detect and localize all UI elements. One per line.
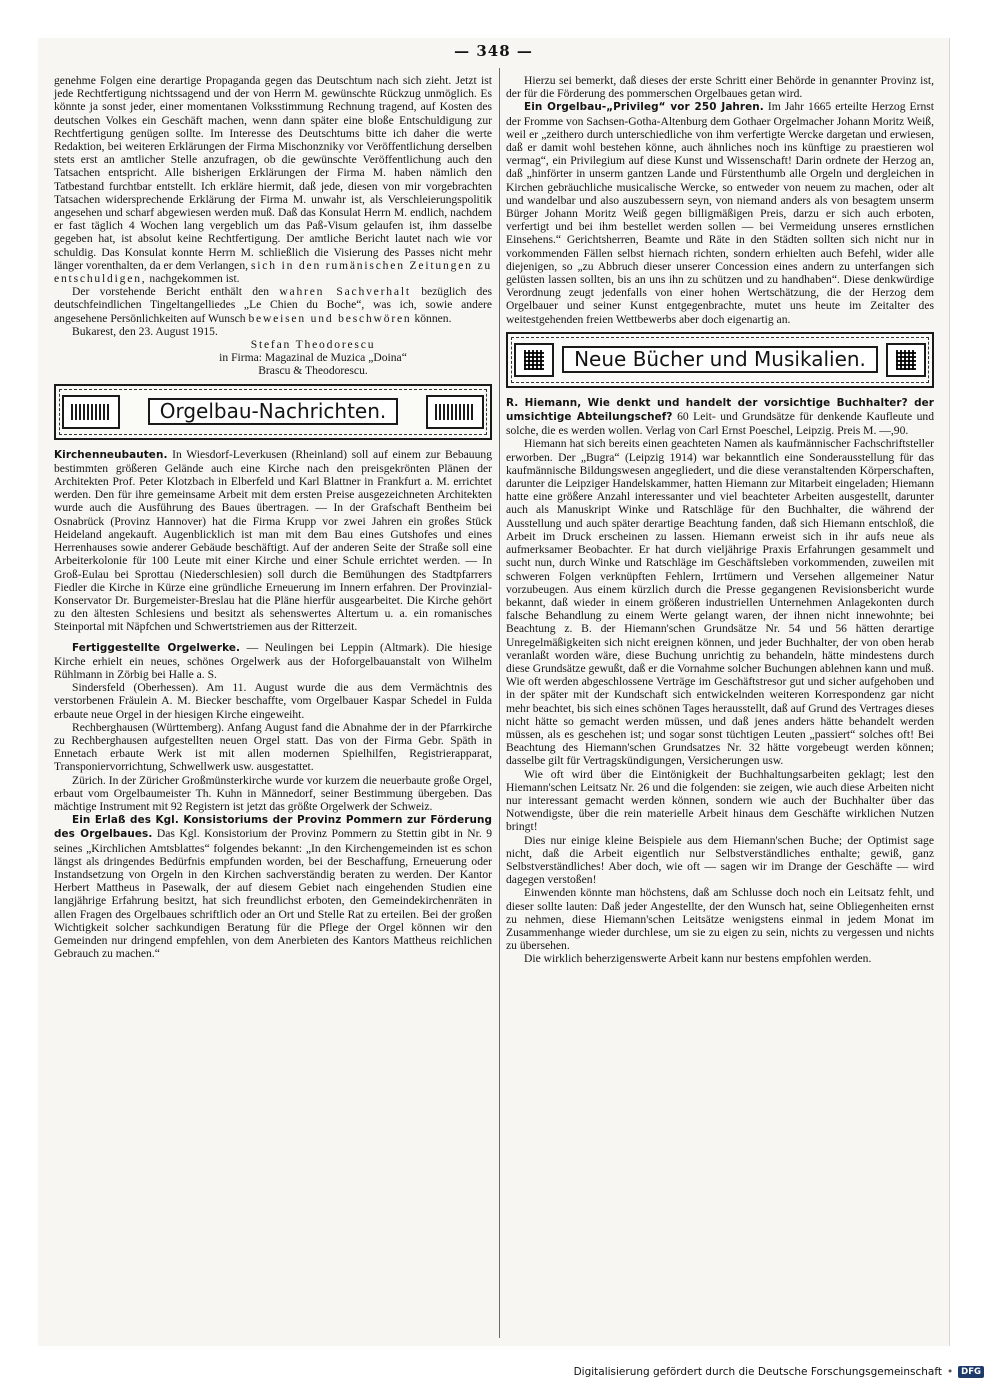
text-run: können.: [414, 311, 452, 325]
paragraph-opening: [54, 74, 492, 285]
article-privileg: [506, 100, 934, 325]
ornament-icon: [426, 395, 484, 429]
book-details: 60 Leit- und Grundsätze für denkende Kaufleute und solche, die es werden wollen. Verlag von Carl Ernst Poeschel, Leipzig. Preis M. —,90.: [506, 410, 934, 438]
footer-separator: •: [946, 1366, 954, 1378]
review-paragraph-5: Die wirklich beherzigenswerte Arbeit kann nur bestens empfohlen werden.: [524, 952, 872, 966]
article-sindersfeld: Sindersfeld (Oberhessen). Am 11. August wurde die aus dem Vermächtnis des verstorbenen Fräulein A. M. Biecker beschaffte, vom Orgelbauer Kaspar Schedel in Fulda erbaute neue Orgel in der hiesigen Kirche eingeweiht.: [54, 681, 492, 721]
paragraph-report: [54, 285, 492, 325]
text-run: Der vorstehende Bericht enthält den: [72, 285, 270, 299]
article-kirchenneubauten: [54, 448, 492, 634]
article-heading: Ein Erlaß des Kgl. Konsistoriums der Provinz Pommern zur Förderung des Orgelbaues.: [54, 814, 492, 841]
signature-block: [134, 338, 492, 378]
left-column: [54, 74, 492, 960]
page-number: — 348 —: [454, 42, 533, 60]
review-paragraph-3: Dies nur einige kleine Beispiele aus dem Hiemann'schen Buche; der Optimist sage nicht, daß die Arbeit eigentlich nur Selbstverständliches enthalte; gewiß, ganz Selbstverständliches! Aber doch, wie oft — sagen wir im Drange der Geschäfte — wird dagegen verstoßen!: [506, 833, 934, 887]
funding-footer: [574, 1366, 984, 1378]
dfg-logo: DFG: [958, 1366, 984, 1378]
spaced-text: beweisen und beschwören: [248, 311, 412, 325]
article-body: Im Jahr 1665 erteilte Herzog Ernst der Fromme von Sachsen-Gotha-Altenburg dem Gothaer Orgelmacher Johann Moritz Weiß, weil er „zeithero durch unterschiedliche von ihm verfertigte Wercke dargetan und erwiesen, daß er damit wohl bestehen könne, auch ähnliches noch ins künftige zu praestieren wol vermag“, ein Privilegium auf diese Kunst und Wissenschaft! Darin ordnete der Herzog an, daß „hinförter in unserm gantzen Lande und Fürstenthumb alle Orgeln und dergleichen in Kirchen gebräuchliche musicalische Wercke, so entweder von neuem zu machen, oder alt und wandelbar und also auszubessern seyn, von niemand anders als von besagtem unserm Bürger Johann Moritz Weiß gegen billigmäßigen Preis, darzu er sich auch erboten, verfertigt und bei ihm bestellet werden sollen — bei Vermeidung unseres ernstlichen Einsehens.“ Gerichtsherren, Beamte und Räte in den Städten sollten sich nicht nur in vorkommenden Fällen selbst hiernach richten, sondern erhielten auch Befehl, wider alle diejenigen, so „zu Abbruch dieser unserer Concession eines andern zu unterfangen sich gelüsten lassen sollten, bis an uns ihn zu schützen und zu handhaben“. Diese denkwürdige Verordnung zeugt jedenfalls von einer hohen Wertschätzung, die der Herzog dem Orgelbauer und seiner Kunst entgegenbrachte, mutet uns heute im Zeitalter des weitestgehenden freien Wettbewerbs aber doch eigenartig an.: [506, 100, 934, 326]
article-heading: Kirchenneubauten.: [54, 448, 168, 461]
section-banner-orgelbau: [54, 384, 492, 440]
review-paragraph-4: Einwenden könnte man höchstens, daß am Schlusse doch noch ein Leitsatz fehlt, und dieser sollte lauten: Daß jeder Angestellte, der den Wunsch hat, seine Obliegenheiten ernst zu nehmen, diese Hiemann'schen Leitsätze wenigstens einmal in jedem Monat im Zusammenhange wieder durchlese, um sie zu eigen zu sein, nichts zu vergessen und nichts zu übersehen.: [506, 886, 934, 953]
footer-text: Digitalisierung gefördert durch die Deutsche Forschungsgemeinschaft: [573, 1366, 942, 1378]
article-rechberghausen: Rechberghausen (Württemberg). Anfang August fand die Abnahme der in der Pfarrkirche zu Rechberghausen aufgestellten neuen Orgel statt. Das von der Firma Gebr. Späth in Ennetach erbaute Werk ist mit allen modernen Spielhilfen, Registrierapparat, Transponiervorrichtung, Schwellwerk usw. ausgestattet.: [54, 720, 492, 774]
scanned-page: [38, 38, 950, 1346]
article-zuerich: Zürich. In der Züricher Großmünsterkirche wurde vor kurzem die neuerbaute große Orgel, erbaut vom Orgelbaumeister Th. Kuhn in Männedorf, seiner Bestimmung übergeben. Das mächtige Instrument mit 92 Registern ist jetzt das größte Orgelwerk der Schweiz.: [54, 773, 492, 813]
signature-firm: in Firma: Magazinal de Muzica „Doina“: [219, 351, 407, 365]
section-title: Orgelbau-Nachrichten.: [148, 398, 399, 425]
article-heading: Fertiggestellte Orgelwerke.: [72, 641, 241, 654]
spaced-text: wahren Sachverhalt: [279, 285, 411, 299]
column-divider: [499, 68, 500, 1338]
ornament-icon: [886, 343, 926, 377]
text-run: nachgekommen ist.: [149, 272, 240, 286]
signature-firm-2: Brascu & Theodorescu.: [258, 364, 368, 378]
text-run: bezüglich des deutschfeindlichen Tingeltangelliedes „Le Chien du Boche“, was ich, sowie andere angesehene Persönlichkeiten auf Wunsch: [54, 285, 493, 325]
section-banner-buecher: [506, 332, 934, 388]
article-erlass: [54, 813, 492, 960]
article-body: In Wiesdorf-Leverkusen (Rheinland) soll auf einem zur Bebauung bestimmten größeren Gelände auch eine Kirche nach den preisgekrönten Plänen der Architekten Prof. Peter Klotzbach in Elberfeld und Karl Blattner in Frankfurt a. M. errichtet werden. Den für ihre gemeinsame Arbeit mit dem ersten Preise ausgezeichneten Architekten wurde auch die Ausführung des Baues übertragen. — In der Grafschaft Bentheim bei Osnabrück (Provinz Hannover) hat die Firma Krupp vor zwei Jahren ein großes Stück Heideland angekauft. Augenblicklich ist man mit dem Bau eines Gutshofes und eines Herrenhauses sowie anderer Gebäude beschäftigt. Auf der anderen Seite der Straße soll eine Arbeiterkolonie für 100 Leute mit einer Kirche und einer Schule errichtet werden. — In Groß-Eulau bei Sprottau (Niederschlesien) soll durch die Bemühungen des Stadtpfarrers Fiedler die Kirche in Kürze eine gründliche Erneuerung im Innern erfahren. Der Provinzial-Konservator Dr. Burgemeister-Breslau hat die Pläne hierfür ausgearbeitet. Die Kirche gehört zu den ältesten Schlesiens und besitzt als sehenswertes Altertum u. a. ein romanisches Steinportal mit Näpfchen und Schwertstriemen aus der Ritterzeit.: [54, 447, 492, 634]
article-heading: Ein Orgelbau-„Privileg“ vor 250 Jahren.: [524, 101, 764, 114]
ornament-icon: [62, 395, 120, 429]
review-paragraph-2: Wie oft wird über die Eintönigkeit der Buchhaltungsarbeiten geklagt; lest den Hiemann'schen Leitsatz Nr. 26 und die folgenden: sie zeigen, wie auch diese Arbeiten nicht nur interessant gemacht werden können, sondern wie auch der Buchhalter über das Notwendigste, über die rein materielle Arbeit hinaus dem Geschäfte wirklichen Nutzen bringt!: [506, 767, 934, 834]
place-date: Bukarest, den 23. August 1915.: [72, 324, 218, 338]
section-title: Neue Bücher und Musikalien.: [562, 346, 878, 373]
spaced-text: sich in den rumänischen Zeitungen zu entschuldigen,: [54, 258, 492, 286]
article-fertiggestellte: [54, 641, 492, 682]
ornament-icon: [514, 343, 554, 377]
text-run: genehme Folgen eine derartige Propaganda gegen das Deutschtum nach sich zieht. Jetzt ist jede Rechtfertigung nichtssagend und der von Herrn M. gewünschte Rückzug unmöglich. Es könnte ja sonst jeder, einer momentanen Volksstimmung Rechnung tragend, auf Kosten des deutschen Volkes ein Geschäft machen, wenn dann später eine bloße Entschuldigung zur Rechtfertigung genügen sollte. Im Interesse des Deutschtums bitte ich daher die werte Redaktion, bei weiteren Erklärungen der Firma Mischonzniky vor Veröffentlichung derselben stets erst an amtlicher Stelle anzufragen, ob die gewünschte Veröffentlichung auch den Tatsachen entspricht. Alle bisherigen Erklärungen der Firma M. haben nämlich den Tatbestand furchtbar entstellt. Ich erkläre hiermit, daß jede, diesen von mir vorgebrachten Tatsachen widersprechende Erklärung der Firma M. unwahr ist, als Verschleierungspolitik angesehen und scharf abgewiesen werden muß. Daß das Konsulat Herrn M. endlich, nachdem er fast täglich 4 Wochen lang vergeblich um das Paß-Visum gelaufen ist, ihm dasselbe gegeben hat, ist absolut keine Rechtfertigung. Der amtliche Bericht lautet nach wie vor schuldig. Das Konsulat konnte Herrn M. schließlich die Visierung des Passes nicht mehr länger vorenthalten, da er dem Verlangen,: [54, 74, 492, 272]
article-body: Das Kgl. Konsistorium der Provinz Pommern zu Stettin gibt in Nr. 9 seines „Kirchlichen Amtsblattes“ folgendes bekannt: „In den Kirchengemeinden ist es schon längst als dringendes Bedürfnis empfunden worden, bei der Beschaffung, Erneuerung oder Instandsetzung von Orgeln in den Kirchen sachverständig beraten zu werden. Der Kantor Herbert Mattheus in Pasewalk, der auf diesem Gebiet nach eingehenden Studien eine langjährige Erfahrung besitzt, hat sich freundlichst erboten, den Gemeindekirchenräten in allen Fragen des Orgelbaues schriftlich oder an Ort und Stelle Rat zu erteilen. Bei der großen Wichtigkeit solcher sachkundigen Beratung für die Pflege der Orgel können wir den Gemeinden nur dringend empfehlen, von dem Anerbieten des Kantors Mattheus reichlichen Gebrauch zu machen.“: [54, 827, 492, 961]
book-review-header: [506, 396, 934, 438]
book-title: R. Hiemann, Wie denkt und handelt der vorsichtige Buchhalter? der umsichtige Abteilungschef?: [506, 396, 934, 424]
review-paragraph-1: Hiemann hat sich bereits einen geachteten Namen als kaufmännischer Fachschriftsteller erworben. Der „Bugra“ (Leipzig 1914) war bekanntlich eine Sonderausstellung für das kaufmännische Bildungswesen angegliedert, und die diese veranstaltenden Körperschaften, darunter die Leipziger Handelskammer, hatten Hiemann zur Mitarbeit eingeladen; Hiemann hatte eine größere Anzahl interessanter und viel beachteter Arbeiten ausgestellt, darunter auch als Manuskript Winke und Ratschläge für den Buchhalter, die während der Ausstellung und auch später derartige Beachtung fanden, daß sich Hiemann entschloß, die Arbeit im Druck erscheinen zu lassen. Hiemann erweist sich in ihr aufs neue als aufmerksamer Beobachter. Er hat durch vieljährige Praxis Erfahrungen gesammelt und sucht nun, durch Winke und Ratschläge im Geschäftsleben vorkommenden, zuweilen mit schweren Folgen verknüpften Fehlern, Irrtümern und Versehen allgemeiner Natur vorzubeugen. Aus einem kürzlich durch die Presse gegangenen Revisionsbericht wurde bekannt, daß wieder in einem größeren industriellen Unternehmen Anlagekonten durch falsche Behandlung zu einem Werte gelangt waren, der ihnen nicht innewohnte; bei Beachtung z. B. der Hiemann'schen Grundsätze Nr. 54 und 56 hätten derartige Unregelmäßigkeiten sich nicht ereignen können, und jeder Buchhalter, der von oben herab veranlaßt worden wäre, diese Buchung unrichtig zu behandeln, hätte mindestens durch diese Grundsätze gewußt, daß er die Vornahme solcher Buchungen ablehnen kann und muß. Wie oft werden abgeschlossene Verträge im Geschäftstresor gut und sicher aufgehoben und in der später mit der Kundschaft sich entwickelnden weiteren Korrespondenz gar nicht mehr beachtet, bis sich eines schönen Tages herausstellt, daß auf Grund des Vertrages dieses nicht hätte so gemacht werden müssen, und daß jenes anders hätte behandelt werden müssen, als es geschehen ist; und sogar sonst tüchtigen Leuten „passiert“ solches oft! Bei Beachtung des Hiemann'schen Grundsatzes Nr. 32 hätte vorgebeugt werden können; dasselbe gilt für Vertragskündigungen, Versicherungen usw.: [506, 437, 934, 768]
signature-name: Stefan Theodorescu: [250, 338, 376, 352]
paragraph-remark: Hierzu sei bemerkt, daß dieses der erste Schritt einer Behörde in genannter Provinz ist, der für die Förderung des pommerschen Orgelbaues getan wird.: [506, 74, 934, 101]
right-column: [506, 74, 934, 966]
article-body: — Neulingen bei Leppin (Altmark). Die hiesige Kirche erhielt ein neues, schönes Orgelwerk aus der Hoforgelbauanstalt von Wilhelm Rühlmann in Zörbig bei Halle a. S.: [54, 640, 492, 681]
